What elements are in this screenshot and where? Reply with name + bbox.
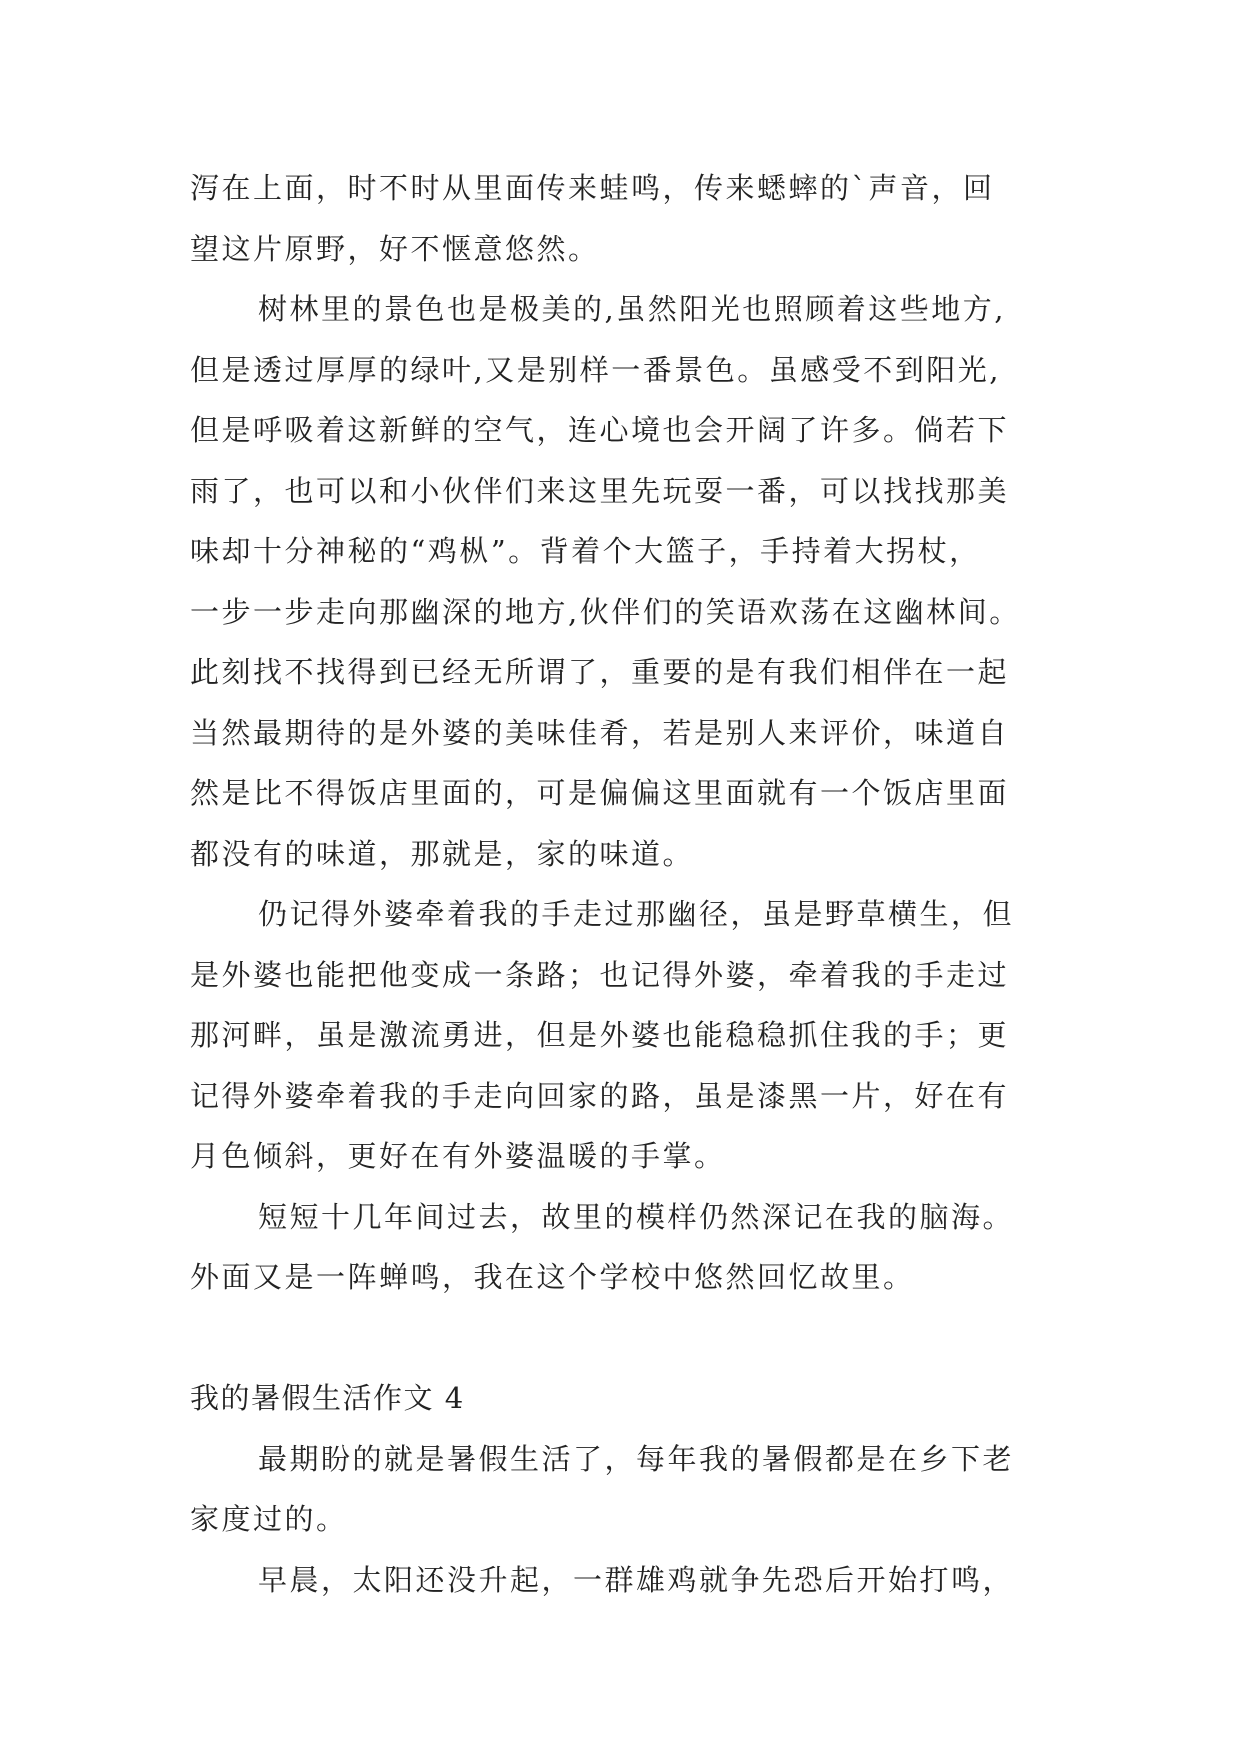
text-line: 都没有的味道，那就是，家的味道。 <box>190 836 695 871</box>
text-line: 记得外婆牵着我的手走向回家的路，虽是漆黑一片，好在有 <box>190 1078 1010 1113</box>
text-line: 当然最期待的是外婆的美味佳肴，若是别人来评价，味道自 <box>190 715 1010 750</box>
text-line: 最期盼的就是暑假生活了，每年我的暑假都是在乡下老 <box>258 1441 1015 1476</box>
text-line: 仍记得外婆牵着我的手走过那幽径，虽是野草横生，但 <box>258 897 1015 931</box>
text-line: 短短十几年间过去，故里的模样仍然深记在我的脑海。 <box>258 1199 1015 1234</box>
blank-line <box>190 1308 1070 1369</box>
text-line: 味却十分神秘的“鸡枞”。背着个大篮子，手持着大拐杖， <box>190 534 981 568</box>
text-line: 但是呼吸着这新鲜的空气，连心境也会开阔了许多。倘若下 <box>190 413 1010 447</box>
text-line: 外面又是一阵蝉鸣，我在这个学校中悠然回忆故里。 <box>190 1260 915 1294</box>
text-line: 一步一步走向那幽深的地方,伙伴们的笑语欢荡在这幽林间。 <box>190 594 1021 629</box>
text-line: 月色倾斜，更好在有外婆温暖的手掌。 <box>190 1139 726 1173</box>
text-line: 早晨，太阳还没升起，一群雄鸡就争先恐后开始打鸣， <box>258 1562 1015 1597</box>
text-line: 雨了，也可以和小伙伴们来这里先玩耍一番，可以找找那美 <box>190 473 1010 508</box>
text-line: 泻在上面，时不时从里面传来蛙鸣，传来蟋蟀的`声音，回 <box>190 171 995 205</box>
text-line: 家度过的。 <box>190 1502 348 1536</box>
text-line: 此刻找不找得到已经无所谓了，重要的是有我们相伴在一起 <box>190 655 1010 689</box>
text-line: 是外婆也能把他变成一条路；也记得外婆，牵着我的手走过 <box>190 957 1010 992</box>
text-line: 望这片原野，好不惬意悠然。 <box>190 231 600 266</box>
text-line: 树林里的景色也是极美的,虽然阳光也照顾着这些地方, <box>258 292 1006 326</box>
text-line: 但是透过厚厚的绿叶,又是别样一番景色。虽感受不到阳光, <box>190 352 1001 387</box>
document-body <box>190 158 1070 1610</box>
text-line: 那河畔，虽是激流勇进，但是外婆也能稳稳抓住我的手；更 <box>190 1018 1010 1052</box>
text-line: 然是比不得饭店里面的，可是偏偏这里面就有一个饭店里面 <box>190 776 1010 810</box>
section-title: 我的暑假生活作文 4 <box>190 1381 465 1415</box>
